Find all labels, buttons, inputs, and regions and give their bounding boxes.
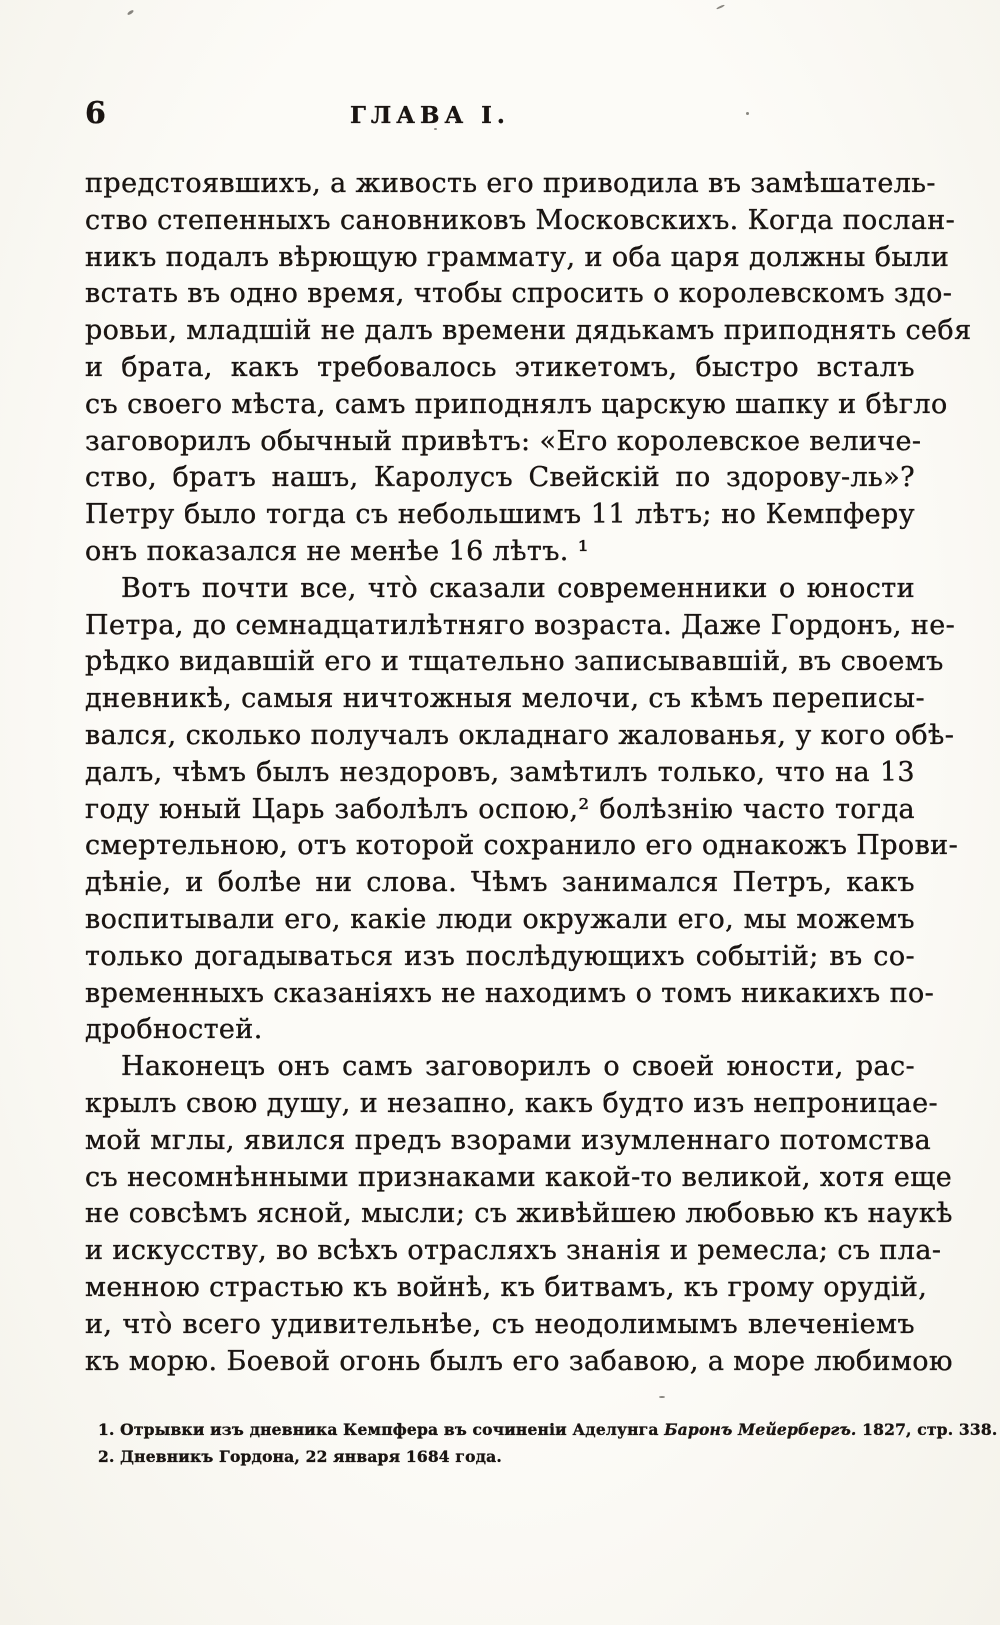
text-line: съ несомнѣнными признаками какой-то великой, хотя еще (85, 1161, 953, 1193)
text-line: далъ, чѣмъ былъ нездоровъ, замѣтилъ только, что на 13 (85, 756, 915, 788)
footnote-1-ref: 1827, стр. 338. (856, 1420, 998, 1439)
text-line: съ своего мѣста, самъ приподнялъ царскую шапку и бѣгло (85, 388, 948, 420)
text-line: къ морю. Боевой огонь былъ его забавою, а море любимою (85, 1345, 953, 1377)
text-line: дневникѣ, самыя ничтожныя мелочи, съ кѣмъ переписы- (85, 683, 925, 715)
text-line: Вотъ почти все, что̀ сказали современники о юности (121, 572, 915, 604)
text-line: предстоявшихъ, а живость его приводила въ замѣшатель- (85, 168, 936, 199)
text-line: и брата, какъ требовалось этикетомъ, быстро всталъ (85, 351, 915, 383)
page-body (85, 166, 972, 1380)
text-line: крылъ свою душу, и незапно, какъ будто изъ непроницае- (85, 1087, 938, 1119)
footnotes (98, 1416, 998, 1470)
text-line: воспитывали его, какіе люди окружали его, мы можемъ (85, 903, 915, 935)
scan-speck (127, 9, 134, 15)
text-line: встать въ одно время, чтобы спросить о королевскомъ здо- (85, 278, 953, 310)
scan-speck (659, 1396, 665, 1398)
text-line: заговорилъ обычный привѣтъ: «Его королевское величе- (85, 425, 922, 457)
text-line: никъ подалъ вѣрющую граммату, и оба царя должны были (85, 241, 950, 273)
text-line: Петра, до семнадцатилѣтняго возраста. Даже Гордонъ, не- (85, 609, 956, 641)
footnote-1 (98, 1416, 998, 1443)
text-line: дробностей. (85, 1014, 263, 1046)
text-line: только догадываться изъ послѣдующихъ событій; въ со- (85, 940, 915, 972)
text-line: ство степенныхъ сановниковъ Московскихъ. Когда послан- (85, 204, 956, 236)
paragraph (85, 571, 959, 1049)
chapter-heading: ГЛАВА I. (350, 102, 510, 129)
scan-speck (716, 4, 725, 10)
page-number: 6 (85, 96, 107, 131)
text-line: дѣніе, и болѣе ни слова. Чѣмъ занимался Петръ, какъ (85, 867, 915, 899)
text-line: Наконецъ онъ самъ заговорилъ о своей юности, рас- (121, 1051, 915, 1083)
text-line: и, что̀ всего удивительнѣе, съ неодолимымъ влеченіемъ (85, 1308, 915, 1340)
text-line: Петру было тогда съ небольшимъ 11 лѣтъ; но Кемпферу (85, 499, 915, 531)
text-line: мой мглы, явился предъ взорами изумленнаго потомства (85, 1124, 932, 1156)
text-line: вался, сколько получалъ окладнаго жалованья, у кого обѣ- (85, 719, 955, 751)
text-line: менною страстью къ войнѣ, къ битвамъ, къ грому орудій, (85, 1271, 928, 1303)
footnote-1-source-title: Баронъ Мейербергъ. (664, 1420, 857, 1439)
text-line: ство, братъ нашъ, Каролусъ Свейскій по здорову-ль»? (85, 462, 915, 494)
text-line: не совсѣмъ ясной, мысли; съ живѣйшею любовью къ наукѣ (85, 1198, 953, 1230)
text-line: онъ показался не менѣе 16 лѣтъ. ¹ (85, 535, 589, 567)
text-line: ровьи, младшій не далъ времени дядькамъ приподнять себя (85, 315, 972, 347)
footnote-1-text: 1. Отрывки изъ дневника Кемпфера въ сочиненіи Аделунга (98, 1420, 665, 1439)
text-line: смертельною, отъ которой сохранило его однакожъ Прови- (85, 830, 959, 862)
paragraph (85, 1049, 953, 1380)
text-line: рѣдко видавшій его и тщательно записывавшій, въ своемъ (85, 646, 944, 678)
footnote-2: 2. Дневникъ Гордона, 22 января 1684 года. (98, 1447, 502, 1466)
text-line: временныхъ сказаніяхъ не находимъ о томъ никакихъ по- (85, 977, 935, 1009)
paragraph (85, 166, 972, 571)
text-line: и искусству, во всѣхъ отрасляхъ знанія и ремесла; съ пла- (85, 1235, 942, 1267)
text-line: году юный Царь заболѣлъ оспою,² болѣзнію часто тогда (85, 793, 915, 825)
